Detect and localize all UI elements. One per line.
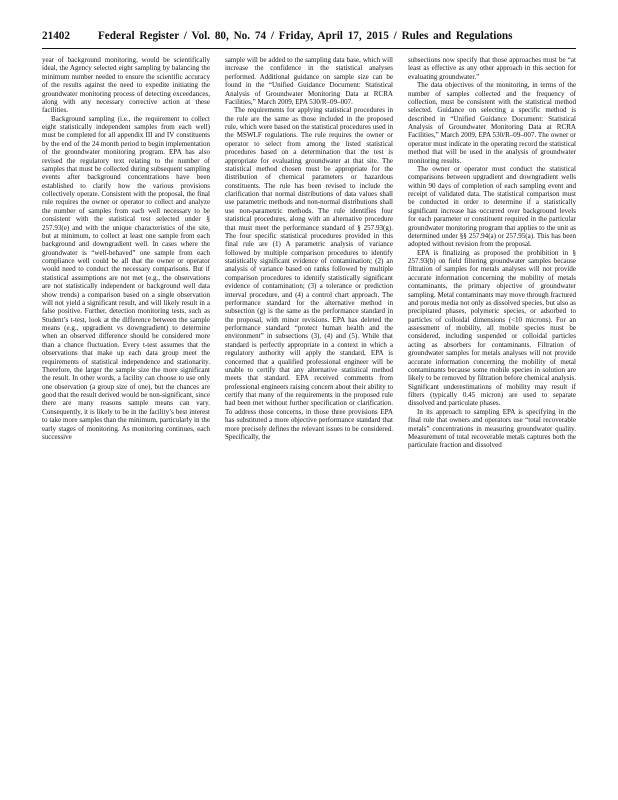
paragraph: year of background monitoring, would be scientifically ideal, the Agency selected eight sampling by balancing the minimum number needed to ensure the scientific accuracy of the results against the need to expedite initiating the groundwater monitoring process of detecting exceedances, along with any necessary corrective action at these facilities.: [42, 56, 210, 115]
paragraph: Background sampling (i.e., the requirement to collect eight statistically independent samples from each well) must be completed for all appendix III and IV constituents by the end of the 24 month period to begin implementation of the groundwater monitoring program. EPA has also revised the regulatory text relating to the number of samples that must be collected during subsequent sampling events after background concentrations have been established to clarify how the various provisions collectively operate. Consistent with the proposal, the final rule requires the owner or operator to collect and analyze the number of samples from each well necessary to be consistent with the statistical test selected under § 257.93(e) and with the unique characteristics of the site, but at minimum, to collect at least one sample from each background and downgradient well. In cases where the groundwater is “well-behaved” one sample from each compliance well could be all that the owner or operator would need to conduct the necessary comparisons. But if statistical assumptions are not met (e.g., the observations are not statistically independent or background well data show trends) a comparison based on a single observation will not yield a significant result, and will likely result in a false positive. Further, detection monitoring tests, such as Student’s t-test, look at the difference between the sample means (e.g., upgradient vs downgradient) to determine when an observed difference should be considered more than a chance fluctuation. Every t-test assumes that the observations that make up each data group meet the requirements of statistical independence and stationarity. Therefore, the larger the sample size the more significant the result. In other words, a facility can choose to use only one observation (a group size of one), but the chances are good that the result derived would be non-significant, since there are many reasons sample means can vary. Consequently, it is likely to be in the facility’s best interest to take more samples than the minimum, particularly in the early stages of monitoring. As monitoring continues, each successive: [42, 114, 210, 441]
page-number: 21402: [42, 30, 70, 42]
paragraph: The owner or operator must conduct the statistical comparisons between upgradient and downgradient wells within 90 days of completion of each sampling event and receipt of validated data. The statistical comparison must be conducted in order to determine if a statistically significant increase has occurred over background levels for each parameter or constituent required in the particular groundwater monitoring program that applies to the unit as determined under §§ 257.94(a) or 257.95(a). This has been adopted without revision from the proposal.: [408, 164, 576, 249]
page-header: [42, 30, 576, 46]
paragraph: EPA is finalizing as proposed the prohibition in § 257.93(b) on field filtering groundwater samples because filtration of samples for metals analyses will not provide accurate information concerning the mobility of metals contaminants, the primary objective of groundwater sampling. Metal contaminants may move through fractured and porous media not only as dissolved species, but also as precipitated phases, polymeric species, or adsorbed to particles of colloidal dimensions (<10 microns). For an assessment of mobility, all mobile species must be considered, including suspended or colloidal particles acting as absorbers for contaminants. Filtration of groundwater samples for metals analyses will not provide accurate information concerning the mobility of metal contaminants because some mobile species in solution are likely to be removed by filtration before chemical analysis. Significant underestimations of mobility may result if filters (typically 0.45 micron) are used to separate dissolved and particulate phases.: [408, 248, 576, 408]
paragraph: sample will be added to the sampling data base, which will increase the confidence in the statistical analyses performed. Additional guidance on sample size can be found in the “Unified Guidance Document: Statistical Analysis of Groundwater Monitoring Data at RCRA Facilities,” March 2009, EPA 530/R–09–007.: [225, 56, 393, 106]
text-columns: [42, 56, 576, 776]
column-3: [408, 56, 576, 776]
paragraph: subsections now specify that those approaches must be “at least as effective as any other approach in this section for evaluating groundwater.”: [408, 56, 576, 81]
running-head: Federal Register / Vol. 80, No. 74 / Friday, April 17, 2015 / Rules and Regulations: [97, 30, 513, 42]
paragraph: In its approach to sampling EPA is specifying in the final rule that owners and operators use “total recoverable metals” concentrations in measuring groundwater quality. Measurement of total recoverable metals captures both the particulate fraction and dissolved: [408, 407, 576, 450]
column-2: [225, 56, 393, 776]
paragraph: The requirements for applying statistical procedures in the rule are the same as those included in the proposed rule, which were based on the statistical procedures used in the MSWLF regulations. The rule requires the owner or operator to select from among the listed statistical procedures based on a determination that the test is appropriate for evaluating groundwater at that site. The statistical method chosen must be appropriate for the distribution of chemical parameters or hazardous constituents. The rule has been revised to include the clarification that normal distributions of data values shall use parametric methods and non-normal distributions shall use non-parametric methods. The rule identifies four statistical procedures, along with an alternative procedure that must meet the performance standard of § 257.93(g). The four specific statistical procedures provided in this final rule are (1) A parametric analysis of variance followed by multiple comparison procedures to identify statistically significant evidence of contamination; (2) an analysis of variance based on ranks followed by multiple comparison procedures to identify statistically significant evidence of contamination; (3) a tolerance or prediction interval procedure, and (4) a control chart approach. The performance standard for the alternative method in subsection (g) is the same as the performance standard in the proposal, with minor revisions. EPA has deleted the performance standard “protect human health and the environment” in subsections (3), (4) and (5). While that standard is perfectly appropriate in a context in which a regulatory authority will apply the standard, EPA is concerned that a qualified professional engineer will be unable to certify that any alternative statistical method meets that standard. EPA received comments from professional engineers raising concern about their ability to certify that many of the requirements in the proposed rule had been met without further specification or clarification. To address those concerns, in those three provisions EPA has substituted a more objective performance standard that more precisely defines the relevant issues to be considered. Specifically, the: [225, 106, 393, 441]
paragraph: The data objectives of the monitoring, in terms of the number of samples collected and the frequency of collection, must be consistent with the statistical method selected. Guidance on selecting a specific method is described in “Unified Guidance Document: Statistical Analysis of Groundwater Monitoring Data at RCRA Facilities,” March 2009, EPA 530/R–09–007. The owner or operator must indicate in the operating record the statistical method that will be used in the analysis of groundwater monitoring results.: [408, 81, 576, 165]
header-rule: [42, 48, 576, 49]
column-1: [42, 56, 210, 776]
